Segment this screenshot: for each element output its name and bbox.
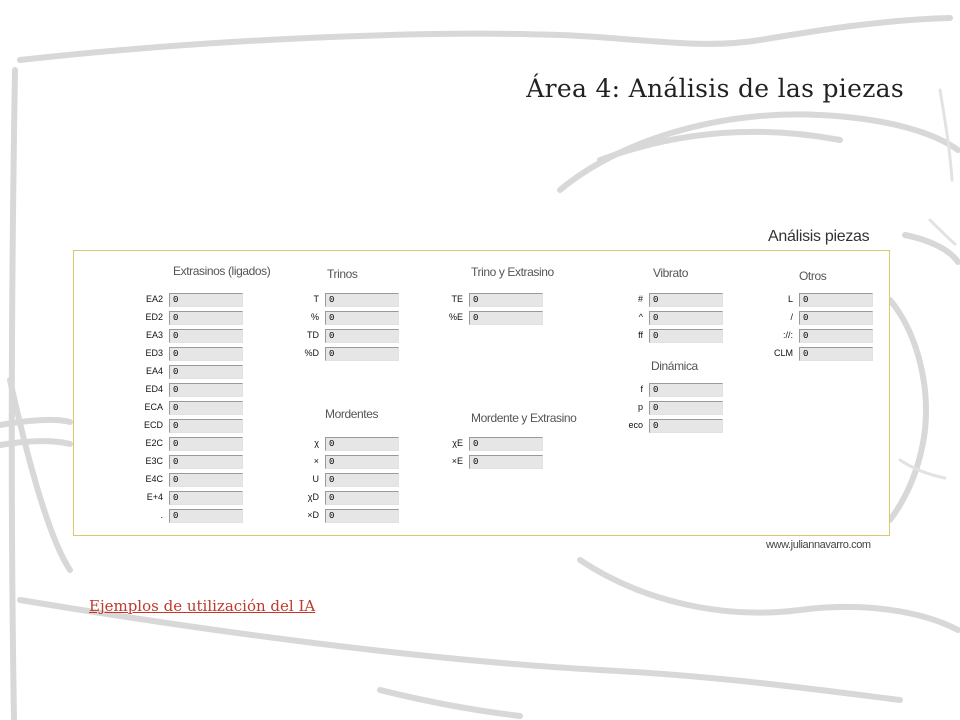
header-dinamica: Dinámica (651, 359, 698, 373)
field-label: / (790, 312, 793, 322)
field-label: TD (307, 330, 319, 340)
value-input[interactable]: 0 (469, 293, 543, 307)
value-input[interactable]: 0 (169, 329, 243, 343)
value-input[interactable]: 0 (649, 293, 723, 307)
field-label: EA2 (145, 294, 163, 304)
page-title: Área 4: Análisis de las piezas (526, 74, 904, 103)
field-label: ECD (143, 420, 163, 430)
value-input[interactable]: 0 (325, 455, 399, 469)
value-input[interactable]: 0 (325, 473, 399, 487)
examples-link[interactable]: Ejemplos de utilización del IA (89, 597, 316, 615)
value-input[interactable]: 0 (169, 455, 243, 469)
value-input[interactable]: 0 (325, 293, 399, 307)
field-label: ED4 (145, 384, 163, 394)
value-input[interactable]: 0 (169, 383, 243, 397)
value-input[interactable]: 0 (325, 311, 399, 325)
field-label: EA3 (145, 330, 163, 340)
header-trino-extrasino: Trino y Extrasino (471, 265, 554, 279)
value-input[interactable]: 0 (169, 401, 243, 415)
field-label: ×E (451, 456, 463, 466)
value-input[interactable]: 0 (325, 509, 399, 523)
field-label: ED3 (145, 348, 163, 358)
field-label: × (313, 456, 319, 466)
panel-title: Análisis piezas (768, 228, 870, 245)
value-input[interactable]: 0 (799, 293, 873, 307)
value-input[interactable]: 0 (469, 311, 543, 325)
credit-url: www.juliannavarro.com (766, 539, 871, 551)
field-label: ://: (782, 330, 793, 340)
value-input[interactable]: 0 (649, 329, 723, 343)
value-input[interactable]: 0 (169, 347, 243, 361)
field-label: CLM (773, 348, 793, 358)
field-label: f (640, 384, 643, 394)
value-input[interactable]: 0 (649, 311, 723, 325)
header-otros: Otros (799, 269, 827, 283)
field-label: T (313, 294, 319, 304)
field-label: % (310, 312, 319, 322)
value-input[interactable]: 0 (649, 383, 723, 397)
value-input[interactable]: 0 (799, 347, 873, 361)
field-label: L (787, 294, 793, 304)
header-vibrato: Vibrato (653, 266, 689, 280)
field-label: ^ (638, 312, 643, 322)
field-label: %E (448, 312, 463, 322)
value-input[interactable]: 0 (469, 455, 543, 469)
field-label: p (637, 402, 643, 412)
field-label: χE (452, 438, 463, 448)
value-input[interactable]: 0 (325, 329, 399, 343)
header-extrasinos: Extrasinos (ligados) (173, 264, 271, 278)
field-label: E2C (145, 438, 163, 448)
value-input[interactable]: 0 (325, 437, 399, 451)
value-input[interactable]: 0 (169, 365, 243, 379)
field-label: E+4 (146, 492, 163, 502)
field-label: U (312, 474, 319, 484)
value-input[interactable]: 0 (649, 419, 723, 433)
value-input[interactable]: 0 (169, 419, 243, 433)
field-label: TE (451, 294, 463, 304)
value-input[interactable]: 0 (469, 437, 543, 451)
value-input[interactable]: 0 (325, 491, 399, 505)
value-input[interactable]: 0 (325, 347, 399, 361)
field-label: E4C (145, 474, 163, 484)
field-label: eco (628, 420, 643, 430)
header-mordente-extrasino: Mordente y Extrasino (471, 411, 577, 425)
field-label: χ (314, 438, 319, 448)
value-input[interactable]: 0 (799, 329, 873, 343)
field-label: E3C (145, 456, 163, 466)
value-input[interactable]: 0 (169, 509, 243, 523)
value-input[interactable]: 0 (169, 491, 243, 505)
value-input[interactable]: 0 (169, 473, 243, 487)
field-label: . (160, 510, 163, 520)
value-input[interactable]: 0 (799, 311, 873, 325)
value-input[interactable]: 0 (169, 311, 243, 325)
field-label: EA4 (145, 366, 163, 376)
field-label: χD (307, 492, 319, 502)
field-label: ECA (144, 402, 163, 412)
field-label: # (637, 294, 643, 304)
value-input[interactable]: 0 (169, 293, 243, 307)
field-label: ff (638, 330, 643, 340)
value-input[interactable]: 0 (649, 401, 723, 415)
field-label: ED2 (145, 312, 163, 322)
field-label: %D (304, 348, 319, 358)
header-trinos: Trinos (327, 267, 358, 281)
value-input[interactable]: 0 (169, 437, 243, 451)
field-label: ×D (307, 510, 319, 520)
header-mordentes: Mordentes (325, 407, 379, 421)
